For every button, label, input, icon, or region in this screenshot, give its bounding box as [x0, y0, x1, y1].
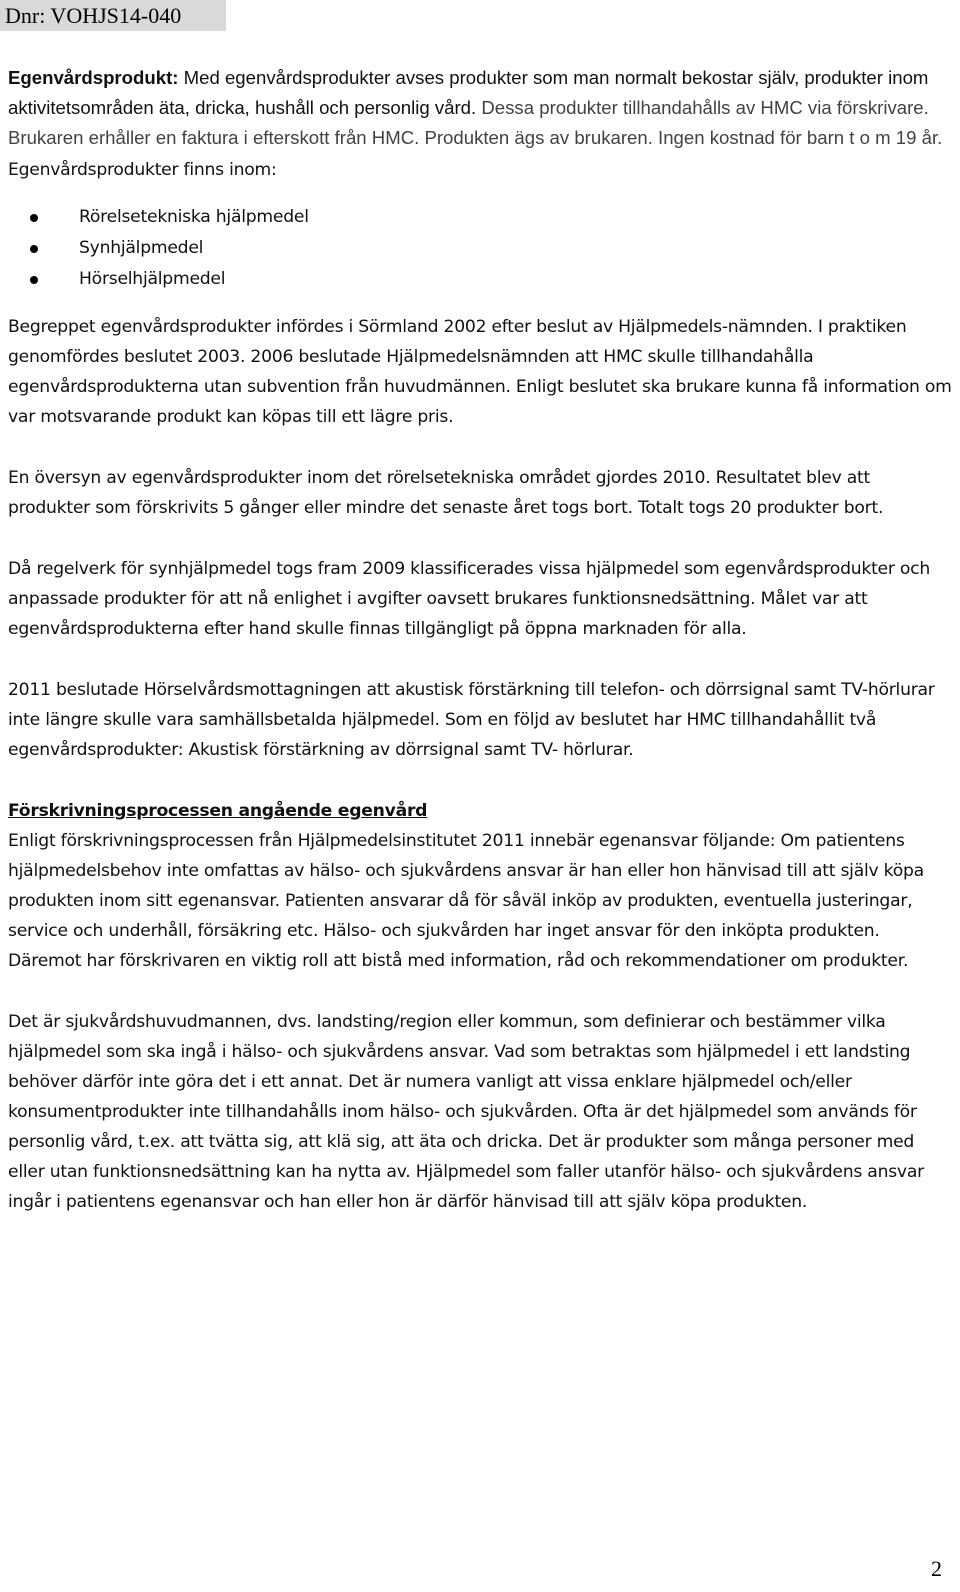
intro-text-c: Egenvårdsprodukter finns inom:	[8, 160, 277, 180]
intro-lead: Egenvårdsprodukt:	[8, 67, 179, 88]
section-heading: Förskrivningsprocessen angående egenvård	[8, 801, 428, 821]
list-item	[8, 264, 953, 295]
list-item	[8, 202, 953, 233]
document-number: Dnr: VOHJS14-040	[0, 0, 226, 31]
paragraph-hearing-aids: 2011 beslutade Hörselvårdsmottagningen att akustisk förstärkning till telefon- och dörrsignal samt TV-hörlurar inte längre skulle vara samhällsbetalda hjälpmedel. Som en följd av beslutet har HMC tillhandahållit två egenvårdsprodukter: Akustisk förstärkning av dörrsignal samt TV- hörlurar.	[8, 680, 935, 760]
list-item-label: Synhjälpmedel	[79, 238, 204, 258]
list-item-label: Hörselhjälpmedel	[79, 269, 226, 289]
paragraph-review: En översyn av egenvårdsprodukter inom det rörelsetekniska området gjordes 2010. Resultatet blev att produkter som förskrivits 5 gånger eller mindre det senaste året togs bort. Totalt togs 20 produkter bort.	[8, 468, 884, 518]
intro-paragraph	[8, 63, 953, 185]
page-number: 2	[931, 1556, 942, 1581]
list-item-label: Rörelsetekniska hjälpmedel	[79, 207, 309, 227]
bullet-icon	[30, 276, 38, 284]
paragraph-prescription-process: Enligt förskrivningsprocessen från Hjälpmedelsinstitutet 2011 innebär egenansvar följande: Om patientens hjälpmedelsbehov inte omfattas av hälso- och sjukvårdens ansvar är han eller hon hänvisad till att själv köpa produkten inom sitt egenansvar. Patienten ansvarar då för såväl inköp av produkten, eventuella justeringar, service och underhåll, försäkring etc. Hälso- och sjukvården har inget ansvar för den inköpta produkten. Däremot har förskrivaren en viktig roll att bistå med information, råd och rekommendationer om produkter.	[8, 831, 924, 971]
bullet-list	[8, 202, 953, 295]
paragraph-history: Begreppet egenvårdsprodukter infördes i Sörmland 2002 efter beslut av Hjälpmedels-nämnden. I praktiken genomfördes beslutet 2003. 2006 beslutade Hjälpmedelsnämnden att HMC skulle tillhandahålla egenvårdsprodukterna utan subvention från huvudmännen. Enligt beslutet ska brukare kunna få information om var motsvarande produkt kan köpas till ett lägre pris.	[8, 317, 952, 427]
paragraph-responsibility: Det är sjukvårdshuvudmannen, dvs. landsting/region eller kommun, som definierar och bestämmer vilka hjälpmedel som ska ingå i hälso- och sjukvårdens ansvar. Vad som betraktas som hjälpmedel i ett landsting behöver därför inte göra det i ett annat. Det är numera vanligt att vissa enklare hjälpmedel och/eller konsumentprodukter inte tillhandahålls inom hälso- och sjukvården. Ofta är det hjälpmedel som används för personlig vård, t.ex. att tvätta sig, att klä sig, att äta och dricka. Det är produkter som många personer med eller utan funktionsnedsättning kan ha nytta av. Hjälpmedel som faller utanför hälso- och sjukvårdens ansvar ingår i patientens egenansvar och han eller hon är därför hänvisad till att själv köpa produkten.	[8, 1012, 924, 1212]
intro-text-a: Med egenvårdsprodukter avses produkter som man normalt bekostar själv, produkter inom aktivitetsområden äta, dricka, hushåll och personlig vård.	[8, 67, 929, 118]
paragraph-vision-aids: Då regelverk för synhjälpmedel togs fram 2009 klassificerades vissa hjälpmedel som egenvårdsprodukter och anpassade produkter för att nå enlighet i avgifter oavsett brukares funktionsnedsättning. Målet var att egenvårdsprodukterna efter hand skulle finnas tillgängligt på öppna marknaden för alla.	[8, 559, 931, 639]
intro-text-b: Dessa produkter tillhandahålls av HMC via förskrivare. Brukaren erhåller en faktura i efterskott från HMC. Produkten ägs av brukaren. Ingen kostnad för barn t o m 19 år.	[8, 97, 943, 148]
list-item	[8, 233, 953, 264]
document-body	[8, 63, 953, 1217]
bullet-icon	[30, 214, 38, 222]
bullet-icon	[30, 245, 38, 253]
